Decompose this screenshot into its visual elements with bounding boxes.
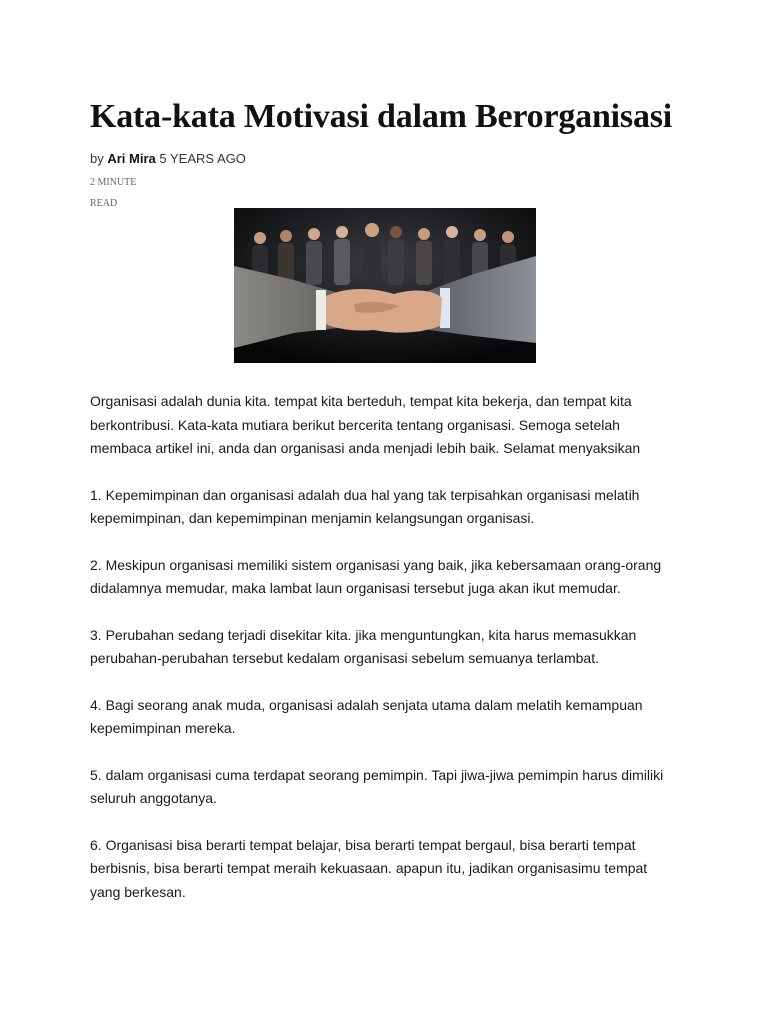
byline (90, 150, 690, 168)
hero-image (234, 208, 536, 363)
read-time (90, 172, 170, 214)
byline-prefix: by (90, 151, 104, 166)
read-time-line-1: 2 MINUTE (90, 177, 137, 188)
paragraph-5: 5. dalam organisasi cuma terdapat seorang pemimpin. Tapi jiwa-jiwa pemimpin harus dimiliki seluruh anggotanya. (90, 766, 664, 806)
paragraph-1: 1. Kepemimpinan dan organisasi adalah dua hal yang tak terpisahkan organisasi melatih kepemimpinan, dan kepemimpinan menjamin kelangsungan organisasi. (90, 486, 640, 526)
article-body (90, 390, 680, 927)
author-link[interactable]: Ari Mira (107, 151, 156, 166)
read-time-line-2: READ (90, 198, 118, 209)
page-title: Kata-kata Motivasi dalam Berorganisasi (90, 98, 673, 135)
paragraph-2: 2. Meskipun organisasi memiliki sistem organisasi yang baik, jika kebersamaan orang-orang didalamnya memudar, maka lambat laun organisasi tersebut juga akan ikut memudar. (90, 556, 662, 596)
article-container (90, 96, 690, 900)
handshake-photo-icon (234, 208, 536, 363)
paragraph-6: 6. Organisasi bisa berarti tempat belajar, bisa berarti tempat bergaul, bisa berarti tempat berbisnis, bisa berarti tempat meraih kekuasaan. apapun itu, jadikan organisasimu tempat yang berkesan. (90, 836, 648, 900)
post-age: 5 YEARS AGO (159, 151, 246, 166)
paragraph-4: 4. Bagi seorang anak muda, organisasi adalah senjata utama dalam melatih kemampuan kepemimpinan mereka. (90, 696, 643, 736)
paragraph-intro: Organisasi adalah dunia kita. tempat kita berteduh, tempat kita bekerja, dan tempat kita berkontribusi. Kata-kata mutiara berikut bercerita tentang organisasi. Semoga setelah membaca artikel ini, anda dan organisasi anda menjadi lebih baik. Selamat menyaksikan (90, 393, 641, 456)
paragraph-3: 3. Perubahan sedang terjadi disekitar kita. jika menguntungkan, kita harus memasukkan perubahan-perubahan tersebut kedalam organisasi sebelum semuanya terlambat. (90, 626, 637, 666)
